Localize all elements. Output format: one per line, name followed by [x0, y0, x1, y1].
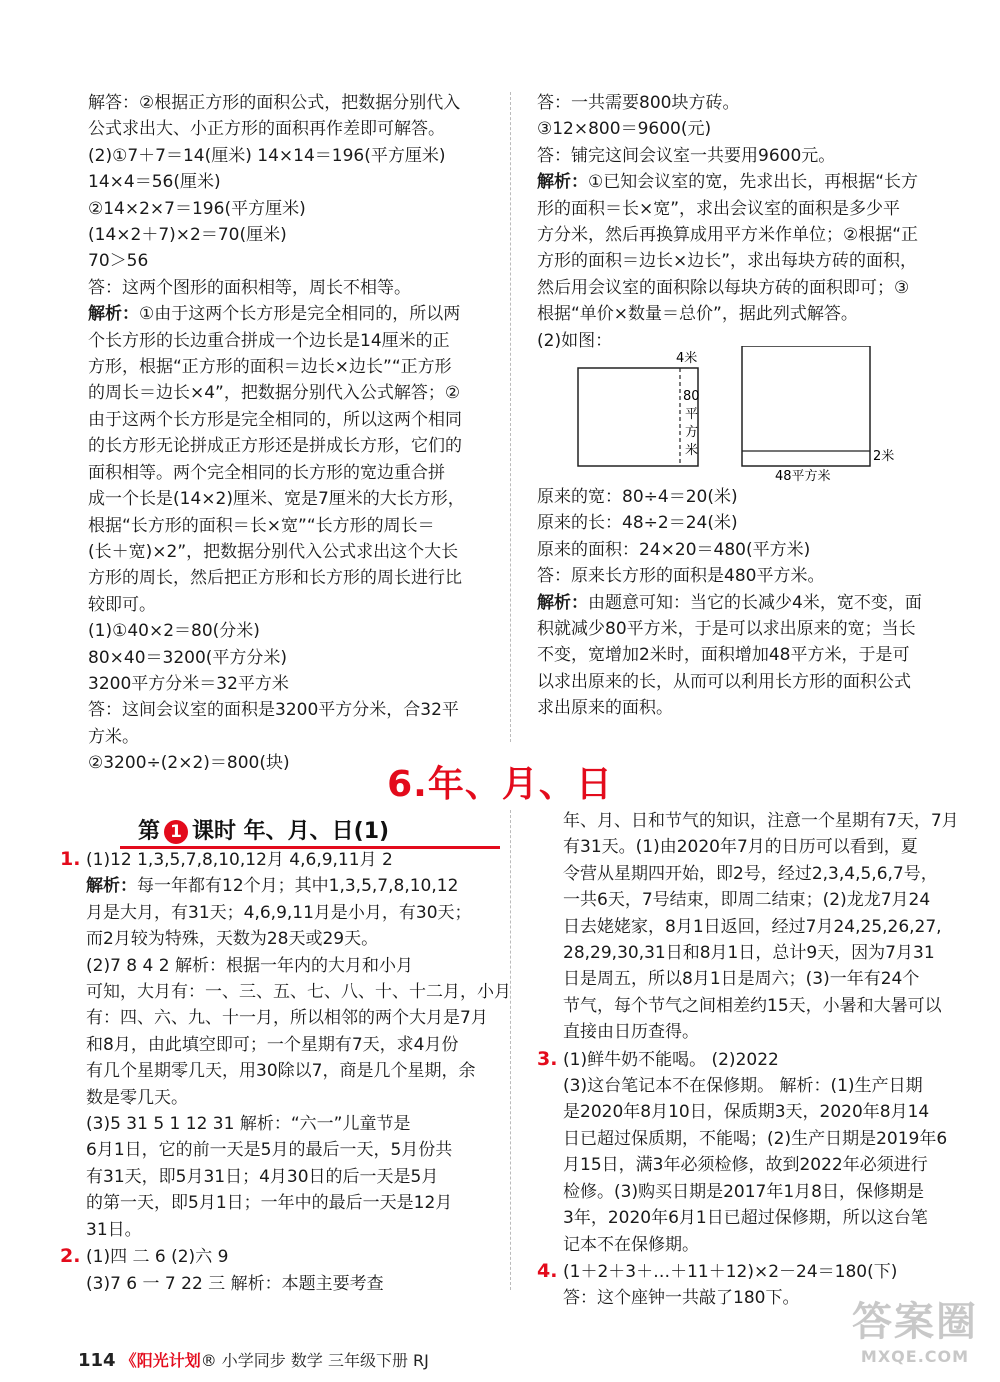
line-text: 方形的周长，然后把正方形和长方形的周长进行比 — [88, 568, 462, 589]
line-text: 直接由日历查得。 — [563, 1022, 699, 1043]
line-text: 年、月、日和节气的知识，注意一个星期有7天，7月 — [563, 811, 959, 831]
line-text: 有31天。(1)由2020年7月的日历可以看到，夏 — [563, 837, 918, 858]
book-info: ® 小学同步 数学 三年级下册 RJ — [200, 1351, 429, 1370]
left-top-line — [88, 354, 465, 380]
line-text: 日是周五，所以8月1日是周六；(3)一年有24个 — [563, 969, 920, 990]
label-fang: 方 — [685, 425, 699, 440]
left-top-line — [88, 671, 465, 697]
line-text: (1)鲜牛奶不能喝。 (2)2022 — [563, 1049, 779, 1070]
line-text: 方分米，然后再换算成用平方米作单位；②根据“正 — [537, 225, 919, 246]
line-text: 一共6天，7号结束，即周二结束；(2)龙龙7月24 — [563, 890, 931, 911]
left-top-line — [88, 697, 465, 723]
page-footer — [78, 1348, 429, 1371]
left-top-line — [88, 565, 465, 591]
right-bottom-line — [537, 1019, 959, 1045]
lesson-title: 课时 年、月、日(1) — [192, 819, 390, 844]
right-bottom-line — [537, 1152, 959, 1178]
right-top-b-line — [537, 484, 922, 510]
line-text: (1)四 二 6 (2)六 9 — [86, 1247, 229, 1268]
line-text: 个长方形的长边重合拼成一个边长是14厘米的正 — [88, 330, 450, 351]
line-text: 3年，2020年6月1日已超过保修期，所以这台笔 — [563, 1208, 928, 1229]
left-top-line — [88, 460, 465, 486]
left-bottom-line — [60, 1190, 511, 1216]
right-bottom-line — [537, 1046, 959, 1073]
right-top-a-line — [537, 90, 918, 116]
question-number: 4. — [537, 1259, 558, 1282]
line-text: 而2月较为特殊，天数为28天或29天。 — [86, 929, 379, 950]
right-bottom-line — [537, 1232, 959, 1258]
right-top-a-line — [537, 116, 918, 142]
left-bottom-line — [60, 1217, 511, 1243]
right-top-column-a — [537, 90, 918, 354]
left-bottom-line — [60, 1085, 511, 1111]
right-bottom-line — [537, 808, 959, 834]
left-top-line — [88, 539, 465, 565]
line-text: (2)如图： — [537, 330, 613, 351]
right-bottom-line — [537, 1073, 959, 1099]
line-text: 求出原来的面积。 — [537, 698, 673, 719]
right-bottom-line — [537, 1179, 959, 1205]
line-text: 面积相等。两个完全相同的长方形的宽边重合拼 — [88, 462, 445, 483]
right-top-b-line — [537, 590, 922, 616]
analysis-label: 解析： — [537, 172, 588, 193]
line-text: 有：四、六、九、十一月，所以相邻的两个大月是7月 — [86, 1008, 488, 1029]
right-top-a-line — [537, 143, 918, 169]
left-top-line — [88, 196, 465, 222]
line-text: 节气，每个节气之间相差约15天，小暑和大暑可以 — [563, 995, 942, 1016]
left-bottom-line — [60, 979, 511, 1005]
line-text: 可知，大月有：一、三、五、七、八、十、十二月，小月 — [86, 982, 511, 1003]
line-text: 原来的面积：24×20＝480(平方米) — [537, 539, 811, 560]
left-top-line — [88, 116, 465, 142]
left-bottom-line — [60, 846, 511, 873]
left-bottom-line — [60, 900, 511, 926]
label-48: 48平方米 — [775, 469, 831, 484]
line-text: 答：一共需要800块方砖。 — [537, 93, 740, 113]
line-text: (2)①7＋7＝14(厘米) 14×14＝196(平方厘米) — [88, 145, 446, 166]
right-top-a-line — [537, 196, 918, 222]
lesson-pre: 第 — [138, 819, 161, 844]
left-top-line — [88, 275, 465, 301]
brand-arrows: 《 — [120, 1351, 137, 1370]
line-text: 和8月，由此填空即可；一个星期有7天，求4月份 — [86, 1034, 459, 1055]
left-top-line — [88, 143, 465, 169]
line-text: 有几个星期零几天，用30除以7，商是几个星期，余 — [86, 1061, 476, 1082]
left-bottom-line — [60, 1058, 511, 1084]
left-top-line — [88, 248, 465, 274]
line-text: (1)12 1,3,5,7,8,10,12月 4,6,9,11月 2 — [86, 850, 393, 870]
left-top-line — [88, 513, 465, 539]
line-text: ③12×800＝9600(元) — [537, 119, 712, 140]
line-text: 答：铺完这间会议室一共要用9600元。 — [537, 145, 836, 166]
line-text: 有31天，即5月31日；4月30日的后一天是5月 — [86, 1166, 439, 1187]
line-text: (1＋2＋3＋…＋11＋12)×2－24＝180(下) — [563, 1261, 898, 1282]
line-text: 方形的面积＝边长×边长”，求出每块方砖的面积， — [537, 251, 918, 272]
watermark — [852, 1290, 978, 1366]
rectangle-diagram — [570, 346, 910, 486]
left-top-line — [88, 724, 465, 750]
lesson-number-badge: 1 — [164, 820, 188, 844]
left-top-column — [88, 90, 465, 777]
line-text: 方形，根据“正方形的面积＝边长×边长”“正方形 — [88, 357, 452, 378]
question-number: 1. — [60, 848, 81, 870]
right-bottom-line — [537, 861, 959, 887]
line-text: 较即可。 — [88, 594, 156, 615]
right-top-a-line — [537, 248, 918, 274]
left-top-line — [88, 618, 465, 644]
left-bottom-line — [60, 873, 511, 899]
right-top-b-line — [537, 616, 922, 642]
line-text: 形的面积＝长×宽”，求出会议室的面积是多少平 — [537, 198, 901, 219]
line-text: 日已超过保质期，不能喝；(2)生产日期是2019年6 — [563, 1128, 948, 1149]
left-top-line — [88, 645, 465, 671]
right-bottom-line — [537, 834, 959, 860]
label-mi: 米 — [685, 443, 699, 458]
right-top-b-line — [537, 642, 922, 668]
left-bottom-column — [60, 846, 511, 1297]
right-bottom-line — [537, 940, 959, 966]
line-text: 31日。 — [86, 1219, 142, 1240]
line-text: ②3200÷(2×2)＝800(块) — [88, 753, 290, 774]
line-text: 不变，宽增加2米时，面积增加48平方米，于是可 — [537, 645, 910, 666]
line-text: 公式求出大、小正方形的面积再作差即可解答。 — [88, 119, 445, 140]
right-top-b-line — [537, 537, 922, 563]
line-text: (3)5 31 5 1 12 31 解析：“六一”儿童节是 — [86, 1114, 411, 1135]
line-text: 每一年都有12个月；其中1,3,5,7,8,10,12 — [137, 876, 459, 897]
line-text: 14×4＝56(厘米) — [88, 172, 221, 193]
line-text: 80×40＝3200(平方分米) — [88, 647, 288, 668]
left-top-line — [88, 407, 465, 433]
line-text: 3200平方分米＝32平方米 — [88, 673, 289, 694]
line-text: 令营从星期四开始，即2号，经过2,3,4,5,6,7号， — [563, 863, 938, 884]
right-bottom-line — [537, 1258, 959, 1285]
line-text: 由题意可知：当它的长减少4米，宽不变，面 — [588, 592, 922, 613]
left-top-line — [88, 328, 465, 354]
watermark-url: MXQE.COM — [860, 1347, 970, 1366]
bottom-column-divider — [510, 810, 511, 1290]
right-bottom-line — [537, 1099, 959, 1125]
left-top-line — [88, 380, 465, 406]
analysis-label: 解析： — [537, 592, 588, 613]
line-text: 答：这间会议室的面积是3200平方分米，合32平 — [88, 700, 459, 721]
line-text: 解答：②根据正方形的面积公式，把数据分别代入 — [88, 93, 461, 113]
right-bottom-line — [537, 887, 959, 913]
watermark-logo-text: 答案圈 — [852, 1299, 978, 1345]
left-bottom-line — [60, 1111, 511, 1137]
left-top-line — [88, 169, 465, 195]
line-text: 根据“长方形的面积＝长×宽”“长方形的周长＝ — [88, 515, 435, 536]
line-text: 月是大月，有31天；4,6,9,11月是小月，有30天； — [86, 902, 472, 923]
page-number: 114 — [78, 1350, 116, 1371]
line-text: 然后用会议室的面积除以每块方砖的面积即可；③ — [537, 277, 910, 298]
brand-name: 阳光计划 — [136, 1351, 201, 1370]
line-text: 答：这两个图形的面积相等，周长不相等。 — [88, 277, 411, 298]
line-text: 6月1日，它的前一天是5月的最后一天，5月份共 — [86, 1140, 453, 1161]
left-top-line — [88, 222, 465, 248]
question-number: 3. — [537, 1047, 558, 1070]
analysis-label: 解析： — [88, 304, 139, 325]
line-text: 记本不在保修期。 — [563, 1234, 699, 1255]
line-text: 月15日，满3年必须检修，故到2022年必须进行 — [563, 1155, 928, 1176]
left-bottom-line — [60, 1164, 511, 1190]
left-bottom-line — [60, 1243, 511, 1270]
line-text: (3)7 6 一 7 22 三 解析：本题主要考查 — [86, 1273, 384, 1294]
question-number: 2. — [60, 1245, 81, 1268]
left-bottom-line — [60, 953, 511, 979]
line-text: (14×2＋7)×2＝70(厘米) — [88, 225, 287, 246]
line-text: 的周长＝边长×4”，把数据分别代入公式解答；② — [88, 383, 461, 404]
right-bottom-column — [537, 808, 959, 1312]
line-text: 日去姥姥家，8月1日返回，经过7月24,25,26,27, — [563, 916, 942, 937]
line-text: 28,29,30,31日和8月1日，总计9天，因为7月31 — [563, 943, 935, 964]
left-bottom-line — [60, 926, 511, 952]
line-text: 的第一天，即5月1日；一年中的最后一天是12月 — [86, 1193, 453, 1214]
left-top-line — [88, 592, 465, 618]
label-ping: 平 — [685, 407, 699, 422]
left-bottom-line — [60, 1005, 511, 1031]
line-text: 检修。(3)购买日期是2017年1月8日，保修期是 — [563, 1181, 924, 1202]
line-text: (3)这台笔记本不在保修期。 解析：(1)生产日期 — [563, 1076, 923, 1097]
analysis-label: 解析： — [86, 876, 137, 897]
right-top-b-line — [537, 563, 922, 589]
left-top-line — [88, 433, 465, 459]
right-rectangle — [742, 346, 870, 466]
right-top-column-b — [537, 484, 922, 722]
right-bottom-line — [537, 993, 959, 1019]
right-top-a-line — [537, 301, 918, 327]
line-text: 由于这两个长方形是完全相同的，所以这两个相同 — [88, 409, 462, 430]
line-text: (2)7 8 4 2 解析：根据一年内的大月和小月 — [86, 955, 413, 976]
left-top-line — [88, 301, 465, 327]
right-top-b-line — [537, 695, 922, 721]
label-2m: 2米 — [873, 449, 895, 464]
label-80: 80 — [683, 389, 700, 404]
line-text: 方米。 — [88, 726, 139, 747]
label-4m: 4米 — [676, 351, 698, 366]
line-text: 原来的长：48÷2＝24(米) — [537, 513, 738, 534]
left-bottom-line — [60, 1032, 511, 1058]
right-bottom-line — [537, 966, 959, 992]
right-top-b-line — [537, 510, 922, 536]
line-text: (1)①40×2＝80(分米) — [88, 621, 260, 642]
line-text: ①由于这两个长方形是完全相同的，所以两 — [139, 304, 461, 325]
line-text: 70＞56 — [88, 251, 149, 272]
line-text: 积就减少80平方米，于是可以求出原来的宽；当长 — [537, 619, 916, 640]
right-top-b-line — [537, 669, 922, 695]
line-text: 根据“单价×数量＝总价”，据此列式解答。 — [537, 304, 858, 325]
right-top-a-line — [537, 169, 918, 195]
line-text: (长＋宽)×2”，把数据分别代入公式求出这个大长 — [88, 541, 459, 562]
right-bottom-line — [537, 1126, 959, 1152]
line-text: 成一个长是(14×2)厘米、宽是7厘米的大长方形， — [88, 489, 465, 510]
line-text: 原来的宽：80÷4＝20(米) — [537, 487, 738, 507]
line-text: 答：原来长方形的面积是480平方米。 — [537, 566, 825, 587]
line-text: 的长方形无论拼成正方形还是拼成长方形，它们的 — [88, 436, 462, 457]
top-column-divider — [510, 92, 511, 742]
line-text: 答：这个座钟一共敲了180下。 — [563, 1288, 800, 1309]
lesson-header — [138, 814, 389, 845]
line-text: 数是零几天。 — [86, 1087, 188, 1108]
right-bottom-line — [537, 1205, 959, 1231]
left-bottom-line — [60, 1137, 511, 1163]
right-top-a-line — [537, 275, 918, 301]
left-top-line — [88, 90, 465, 116]
line-text: 是2020年8月10日，保质期3天，2020年8月14 — [563, 1102, 930, 1123]
right-top-a-line — [537, 222, 918, 248]
right-bottom-line — [537, 914, 959, 940]
line-text: 以求出原来的长，从而可以利用长方形的面积公式 — [537, 671, 911, 692]
left-top-line — [88, 486, 465, 512]
line-text: ①已知会议室的宽，先求出长，再根据“长方 — [588, 172, 919, 193]
line-text: ②14×2×7＝196(平方厘米) — [88, 198, 306, 219]
left-bottom-line — [60, 1271, 511, 1297]
chapter-title: 6.年、月、日 — [387, 764, 613, 805]
